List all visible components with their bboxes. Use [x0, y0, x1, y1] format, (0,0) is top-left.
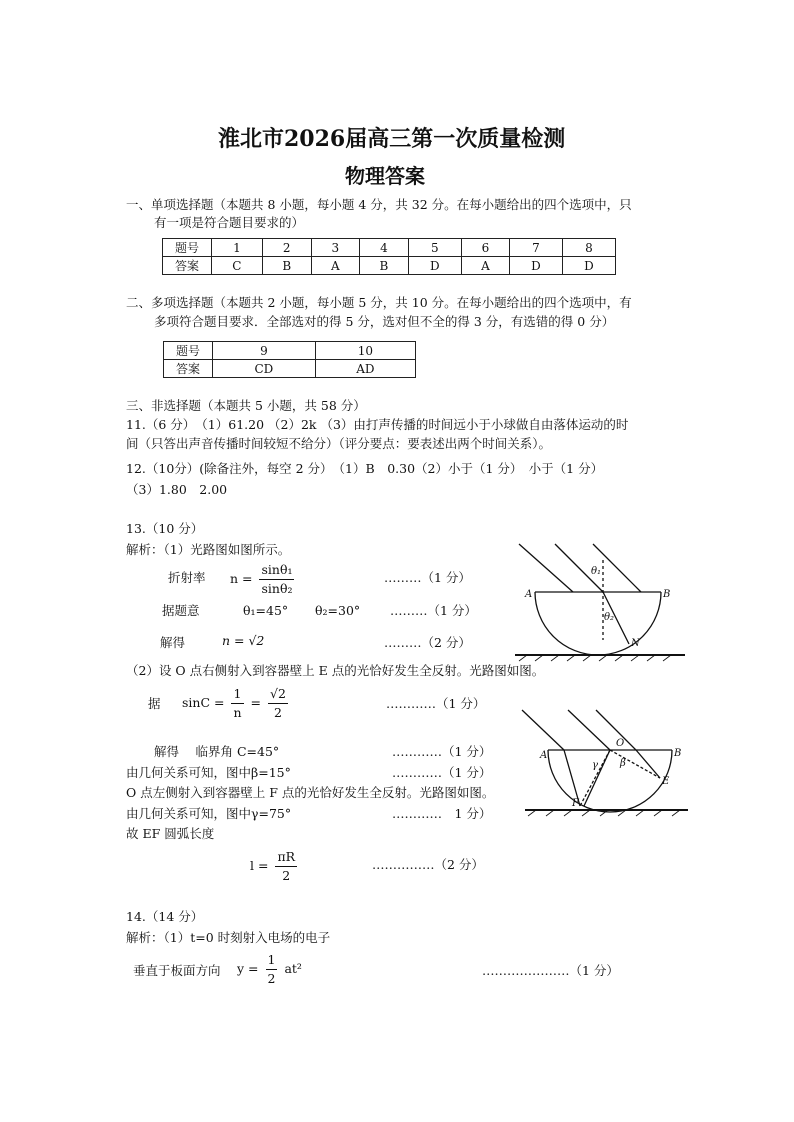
section1-answer-table	[162, 238, 616, 275]
formula-lhs: y =	[237, 961, 259, 976]
table-cell: D	[562, 257, 615, 275]
q13-part2: （2）设 O 点右侧射入到容器壁上 E 点的光恰好发生全反射。光路图如图。	[126, 663, 545, 678]
table-cell: AD	[315, 360, 415, 378]
q13-analysis: 解析：（1）光路图如图所示。	[126, 542, 291, 557]
label-F: F	[572, 798, 579, 809]
refraction-formula	[230, 561, 297, 598]
section3-heading: 三、非选择题（本题共 5 小题，共 58 分）	[126, 398, 366, 413]
left-side-line: O 点左侧射入到容器壁上 F 点的光恰好发生全反射。光路图如图。	[126, 785, 495, 800]
label-N: N	[631, 638, 640, 649]
formula-rhs: at²	[284, 961, 302, 976]
q12-line1: 12.（10分）(除备注外，每空 2 分） （1）B 0.30（2）小于（1 分） 小于（1 分）	[126, 461, 604, 476]
fraction	[231, 685, 243, 722]
score-mark: ………（2 分）	[384, 635, 471, 650]
numerator: 1	[231, 685, 243, 704]
score-mark: ………（1 分）	[384, 570, 471, 585]
table-cell: 题号	[164, 342, 213, 360]
table-cell: 3	[311, 239, 359, 257]
table-cell: 答案	[164, 360, 213, 378]
given-label: 据题意	[162, 603, 200, 618]
label-B: B	[674, 748, 682, 759]
arc-formula	[250, 848, 300, 885]
table-cell: CD	[213, 360, 316, 378]
section2-heading: 二、多项选择题（本题共 2 小题，每小题 5 分，共 10 分。在每小题给出的四个选项中，有	[126, 295, 632, 310]
q12-line2: （3）1.80 2.00	[126, 482, 228, 497]
label-beta: β	[620, 758, 626, 769]
table-cell: 9	[213, 342, 316, 360]
numerator: sinθ₁	[259, 561, 294, 580]
light-path-diagram-2	[520, 706, 690, 818]
arc-line: 故 EF 圆弧长度	[126, 826, 215, 841]
label-gamma: γ	[592, 760, 598, 771]
table-cell: 4	[359, 239, 408, 257]
beta-line: 由几何关系可知，图中β=15°	[126, 765, 291, 780]
score-mark: ………… 1 分）	[392, 806, 492, 821]
table-cell: B	[262, 257, 311, 275]
numerator: √2	[268, 685, 288, 704]
y-formula	[237, 951, 302, 988]
theta1-value: θ₁=45°	[243, 603, 289, 618]
table-cell: C	[212, 257, 263, 275]
formula-lhs: sinC =	[182, 695, 225, 710]
fraction	[259, 561, 294, 598]
table-cell: A	[311, 257, 359, 275]
denominator: 2	[267, 971, 276, 986]
table-cell: 2	[262, 239, 311, 257]
numerator: πR	[275, 848, 297, 867]
table-row	[164, 342, 416, 360]
page-title: 淮北市2026届高三第一次质量检测	[218, 126, 566, 152]
score-mark: …………………（1 分）	[482, 963, 619, 978]
table-cell: 6	[461, 239, 509, 257]
denominator: 2	[273, 705, 282, 720]
table-row	[163, 257, 616, 275]
section2-heading-cont: 多项符合题目要求．全部选对的得 5 分，选对但不全的得 3 分，有选错的得 0 分）	[154, 314, 615, 329]
score-mark: ……………（2 分）	[372, 857, 484, 872]
score-mark: …………（1 分）	[392, 744, 492, 759]
solve-label: 解得	[160, 635, 186, 650]
ju-label: 据	[148, 696, 161, 711]
section1-heading-cont: 有一项是符合题目要求的）	[154, 215, 305, 230]
page-subtitle: 物理答案	[345, 164, 425, 188]
critical-angle: 解得 临界角 C=45°	[154, 744, 280, 759]
light-path-diagram-1	[515, 540, 685, 662]
table-cell: 题号	[163, 239, 212, 257]
q14-heading: 14.（14 分）	[126, 909, 204, 924]
label-O: O	[616, 738, 625, 749]
perp-label: 垂直于板面方向	[133, 963, 221, 978]
table-cell: 答案	[163, 257, 212, 275]
n-result: n = √2	[222, 633, 265, 648]
table-cell: 8	[562, 239, 615, 257]
label-A: A	[525, 589, 533, 600]
table-row	[164, 360, 416, 378]
numerator: 1	[266, 951, 278, 970]
q11-line1: 11.（6 分） （1）61.20 （2）2k （3）由打声传播的时间远小于小球做自由落体运动的时	[126, 417, 629, 432]
fraction	[266, 951, 278, 988]
fraction	[268, 685, 288, 722]
table-cell: D	[408, 257, 461, 275]
table-cell: 10	[315, 342, 415, 360]
sinC-formula	[182, 685, 291, 722]
label-B: B	[663, 589, 671, 600]
fraction	[275, 848, 297, 885]
q14-analysis: 解析：（1）t=0 时刻射入电场的电子	[126, 930, 331, 945]
formula-lhs: l =	[250, 858, 269, 873]
label-E: E	[662, 776, 670, 787]
theta2-value: θ₂=30°	[315, 603, 361, 618]
q11-line2: 间（只答出声音传播时间较短不给分）（评分要点：要表述出两个时间关系）。	[126, 436, 552, 451]
table-row	[163, 239, 616, 257]
label-theta1: θ₁	[591, 566, 602, 577]
q13-heading: 13.（10 分）	[126, 521, 204, 536]
denominator: n	[233, 705, 242, 720]
table-cell: B	[359, 257, 408, 275]
label-A: A	[540, 750, 548, 761]
score-mark: ………（1 分）	[390, 603, 477, 618]
gamma-line: 由几何关系可知，图中γ=75°	[126, 806, 292, 821]
refraction-label: 折射率	[168, 570, 206, 585]
denominator: 2	[282, 868, 291, 883]
table-cell: D	[510, 257, 563, 275]
denominator: sinθ₂	[261, 581, 293, 596]
table-cell: 7	[510, 239, 563, 257]
equals: =	[250, 695, 261, 710]
score-mark: …………（1 分）	[392, 765, 492, 780]
table-cell: A	[461, 257, 509, 275]
score-mark: …………（1 分）	[386, 696, 486, 711]
table-cell: 1	[212, 239, 263, 257]
label-theta2: θ₂	[604, 612, 615, 623]
table-cell: 5	[408, 239, 461, 257]
section2-answer-table	[163, 341, 416, 378]
formula-lhs: n =	[230, 571, 253, 586]
section1-heading: 一、单项选择题（本题共 8 小题，每小题 4 分，共 32 分。在每小题给出的四个选项中，只	[126, 197, 632, 212]
